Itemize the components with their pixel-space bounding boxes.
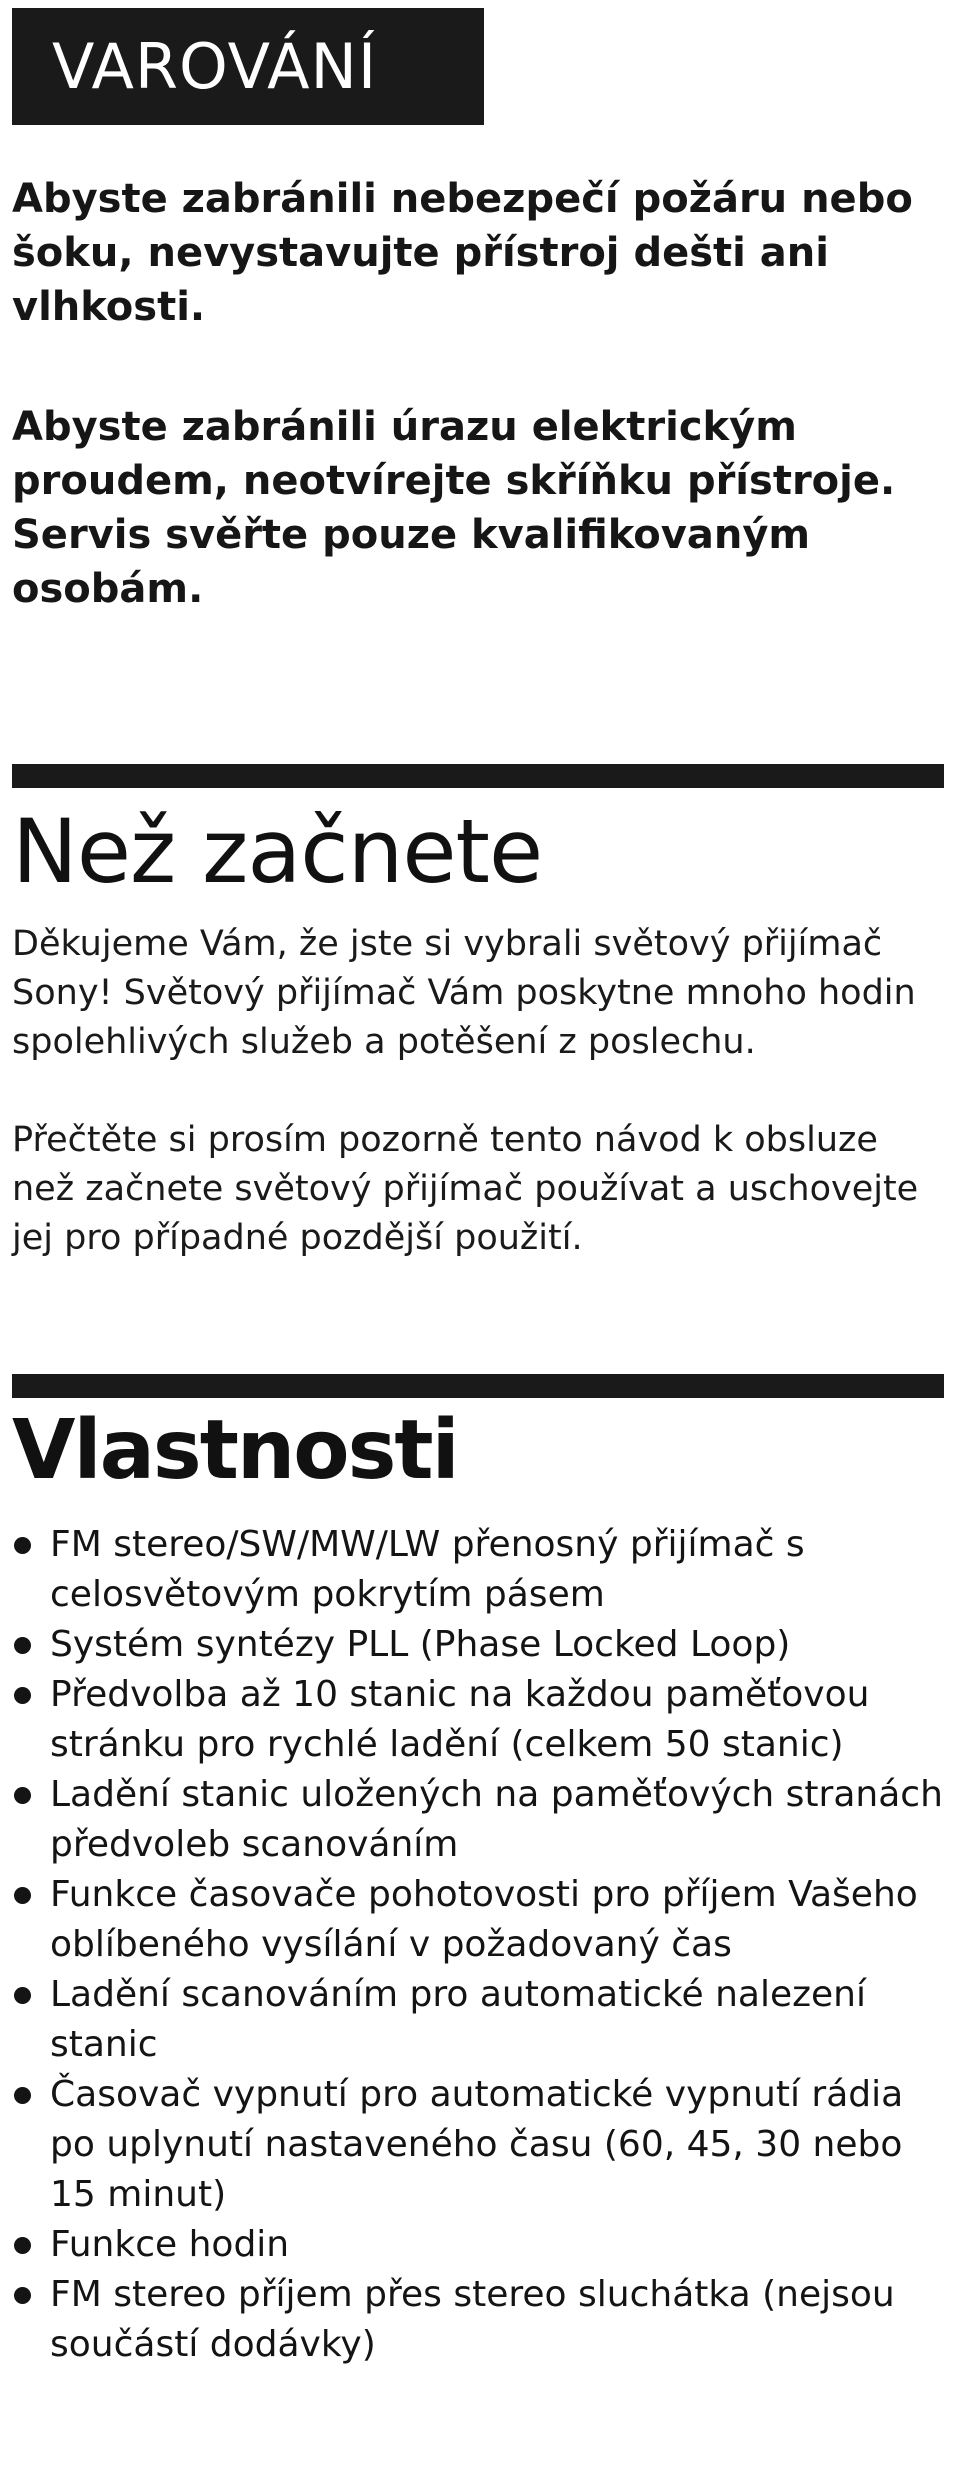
warning-title: VAROVÁNÍ: [52, 30, 378, 103]
bullet-icon: [14, 1687, 31, 1704]
features-list: [12, 1520, 947, 2370]
before-start-thanks-text: Děkujeme Vám, že jste si vybrali světový přijímač Sony! Světový přijímač Vám poskytne mnoho hodin spolehlivých služeb a potěšení z poslechu.: [12, 924, 916, 1062]
bullet-icon: [14, 2087, 31, 2104]
feature-item: Ladění stanic uložených na paměťových stranách předvoleb scanováním: [12, 1770, 947, 1870]
feature-item: Předvolba až 10 stanic na každou paměťovou stránku pro rychlé ladění (celkem 50 stanic): [12, 1670, 947, 1770]
section-divider-before-start: [12, 764, 944, 788]
bullet-icon: [14, 1987, 31, 2004]
section-divider-features: [12, 1374, 944, 1398]
warning-shock-text: Abyste zabránili úrazu elektrickým proudem, neotvírejte skříňku přístroje. Servis svěřte pouze kvalifikovaným osobám.: [12, 404, 896, 612]
bullet-icon: [14, 2287, 31, 2304]
bullet-icon: [14, 1537, 31, 1554]
feature-item: Funkce časovače pohotovosti pro příjem Vašeho oblíbeného vysílání v požadovaný čas: [12, 1870, 947, 1970]
feature-item: FM stereo příjem přes stereo sluchátka (nejsou součástí dodávky): [12, 2270, 947, 2370]
bullet-icon: [14, 1887, 31, 1904]
before-start-read-manual-text: Přečtěte si prosím pozorně tento návod k obsluze než začnete světový přijímač používat a uschovejte jej pro případné pozdější použití.: [12, 1120, 919, 1258]
warning-banner: [12, 8, 484, 125]
bullet-icon: [14, 1787, 31, 1804]
warning-fire-text: Abyste zabránili nebezpečí požáru nebo šoku, nevystavujte přístroj dešti ani vlhkosti.: [12, 176, 913, 330]
feature-item: FM stereo/SW/MW/LW přenosný přijímač s celosvětovým pokrytím pásem: [12, 1520, 947, 1620]
before-start-heading: Než začnete: [12, 800, 543, 903]
bullet-icon: [14, 1637, 31, 1654]
feature-item: Ladění scanováním pro automatické nalezení stanic: [12, 1970, 947, 2070]
feature-item: Systém syntézy PLL (Phase Locked Loop): [12, 1620, 947, 1670]
bullet-icon: [14, 2237, 31, 2254]
feature-item: Funkce hodin: [12, 2220, 947, 2270]
features-heading: Vlastnosti: [12, 1403, 458, 1498]
feature-item: Časovač vypnutí pro automatické vypnutí rádia po uplynutí nastaveného času (60, 45, 30 nebo 15 minut): [12, 2070, 947, 2220]
